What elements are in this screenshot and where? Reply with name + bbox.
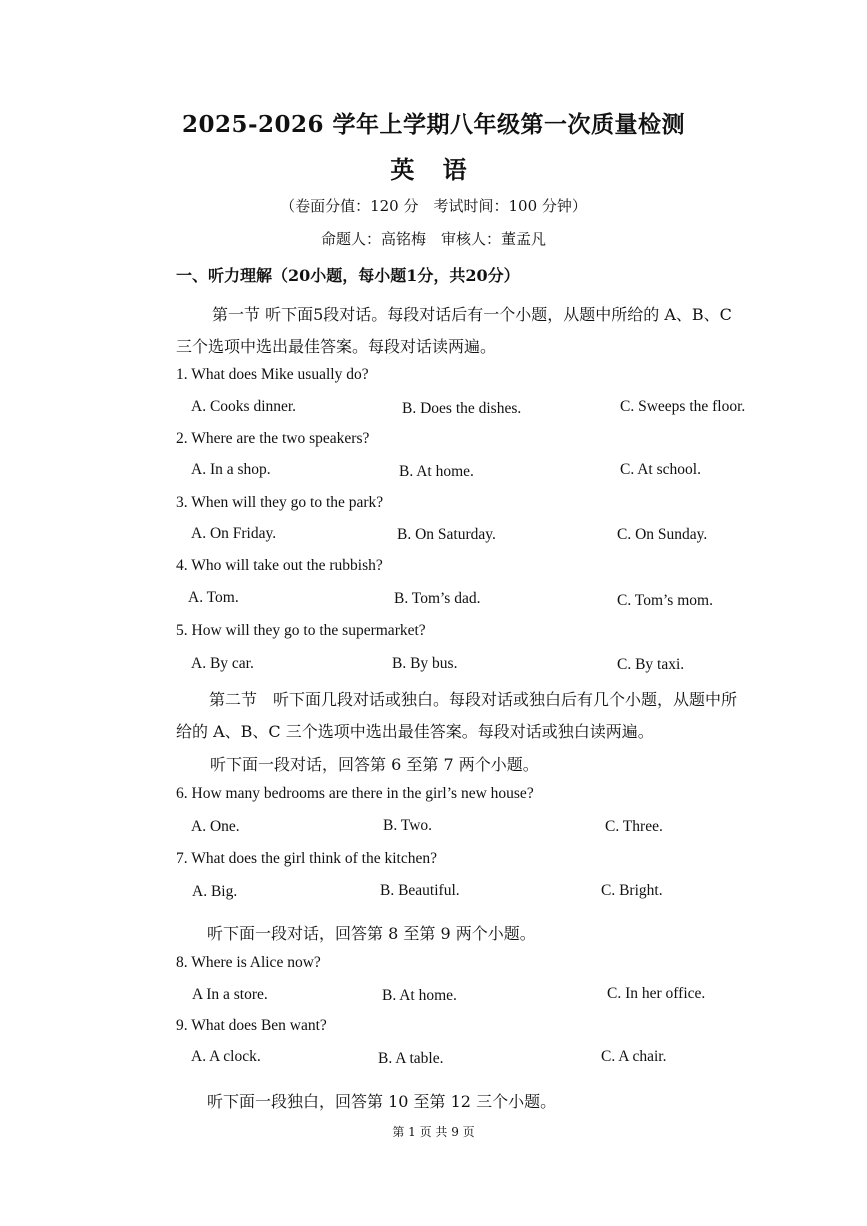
page-number-footer: 第 1 页 共 9 页 (392, 1125, 475, 1139)
q5-option-a: A. By car. (191, 655, 254, 672)
q2-option-b: B. At home. (399, 463, 474, 480)
instruction-q6-q7: 听下面一段对话，回答第 6 至第 7 两个小题。 (210, 755, 539, 774)
q3-option-b: B. On Saturday. (397, 526, 496, 543)
question-7: 7. What does the girl think of the kitchen? (176, 850, 437, 867)
section2-instructions-line1: 第二节 听下面几段对话或独白。每段对话或独白后有几个小题，从题中所 (209, 690, 738, 709)
q2-option-c: C. At school. (620, 461, 701, 478)
q6-option-b: B. Two. (383, 817, 433, 834)
q3-option-a: A. On Friday. (191, 525, 277, 542)
exam-subject: 英 语 (390, 155, 477, 184)
part1-heading: 一、听力理解（20小题，每小题1分，共20分） (176, 266, 520, 285)
q4-option-a: A. Tom. (188, 589, 239, 606)
question-9: 9. What does Ben want? (176, 1017, 327, 1034)
q9-option-b: B. A table. (378, 1050, 444, 1067)
q1-option-b: B. Does the dishes. (402, 400, 522, 417)
q1-option-a: A. Cooks dinner. (191, 398, 297, 415)
question-2: 2. Where are the two speakers? (176, 430, 370, 447)
section2-instructions-line2: 给的 A、B、C 三个选项中选出最佳答案。每段对话或独白读两遍。 (176, 722, 654, 741)
q4-option-b: B. Tom’s dad. (394, 590, 481, 607)
question-5: 5. How will they go to the supermarket? (176, 622, 426, 639)
question-8: 8. Where is Alice now? (176, 954, 321, 971)
q9-option-a: A. A clock. (191, 1048, 261, 1065)
q5-option-b: B. By bus. (392, 655, 458, 672)
q1-option-c: C. Sweeps the floor. (620, 398, 746, 415)
exam-title: 2025-2026 学年上学期八年级第一次质量检测 (181, 111, 686, 138)
q9-option-c: C. A chair. (601, 1048, 667, 1065)
score-time-info: （卷面分值：120 分 考试时间：100 分钟） (280, 197, 587, 215)
instruction-q10-q12: 听下面一段独白，回答第 10 至第 12 三个小题。 (207, 1092, 557, 1111)
q7-option-b: B. Beautiful. (380, 882, 460, 899)
section1-instructions-line2: 三个选项中选出最佳答案。每段对话读两遍。 (176, 337, 497, 356)
question-1: 1. What does Mike usually do? (176, 366, 369, 383)
question-4: 4. Who will take out the rubbish? (176, 557, 383, 574)
q6-option-c: C. Three. (605, 818, 663, 835)
q7-option-c: C. Bright. (601, 882, 663, 899)
section1-instructions-line1: 第一节 听下面5段对话。每段对话后有一个小题，从题中所给的 A、B、C (212, 305, 732, 324)
q2-option-a: A. In a shop. (191, 461, 271, 478)
instruction-q8-q9: 听下面一段对话，回答第 8 至第 9 两个小题。 (207, 924, 536, 943)
authors-info: 命题人：高铭梅 审核人：董孟凡 (320, 230, 546, 248)
question-6: 6. How many bedrooms are there in the girl’s new house? (176, 785, 534, 802)
q8-option-c: C. In her office. (607, 985, 706, 1002)
q8-option-a: A In a store. (192, 986, 268, 1003)
q7-option-a: A. Big. (192, 883, 238, 900)
q5-option-c: C. By taxi. (617, 656, 685, 673)
q8-option-b: B. At home. (382, 987, 457, 1004)
q4-option-c: C. Tom’s mom. (617, 592, 713, 609)
q3-option-c: C. On Sunday. (617, 526, 708, 543)
question-3: 3. When will they go to the park? (176, 494, 384, 511)
q6-option-a: A. One. (191, 818, 240, 835)
